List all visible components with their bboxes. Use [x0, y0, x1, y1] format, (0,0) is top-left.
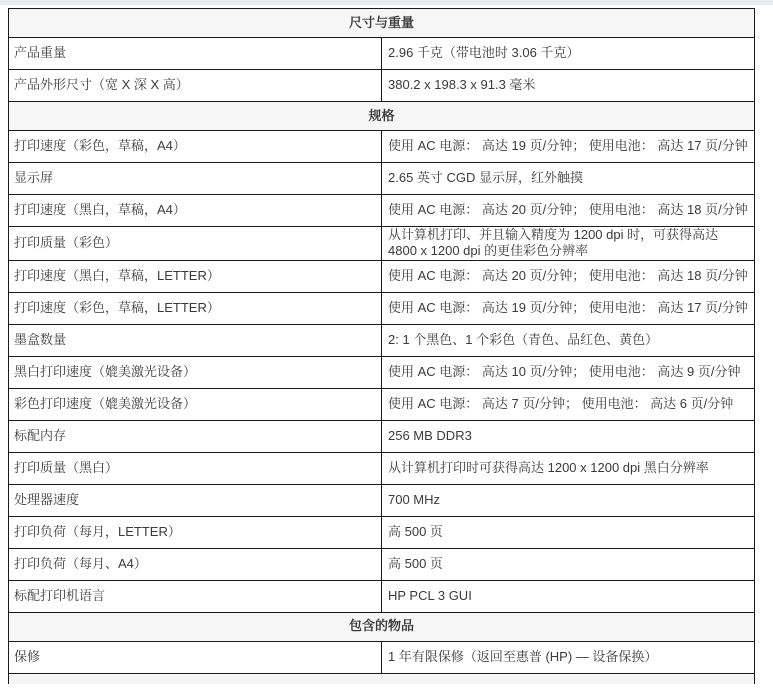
- spec-value: 使用 AC 电源： 高达 19 页/分钟； 使用电池： 高达 17 页/分钟: [382, 131, 755, 163]
- spec-value: 从计算机打印、并且输入精度为 1200 dpi 时，可获得高达 4800 x 1200 dpi 的更佳彩色分辨率: [382, 227, 755, 261]
- spec-value: 2: 1 个黑色、1 个彩色（青色、品红色、黄色）: [382, 324, 755, 356]
- spec-label: 打印速度（黑白，草稿，LETTER）: [9, 260, 382, 292]
- section-header-row: [9, 102, 755, 131]
- table-row: [9, 484, 755, 516]
- page-top-strip: [0, 0, 773, 5]
- spec-label: 打印速度（彩色，草稿，A4）: [9, 131, 382, 163]
- spec-value: 使用 AC 电源： 高达 19 页/分钟； 使用电池： 高达 17 页/分钟: [382, 292, 755, 324]
- spec-value: HP PCL 3 GUI: [382, 580, 755, 612]
- table-row: [9, 324, 755, 356]
- spec-label: 彩色打印速度（媲美激光设备）: [9, 388, 382, 420]
- table-row: [9, 356, 755, 388]
- table-row: [9, 452, 755, 484]
- table-row: [9, 292, 755, 324]
- spec-label: 产品重量: [9, 38, 382, 70]
- spec-value: 2.65 英寸 CGD 显示屏，红外触摸: [382, 163, 755, 195]
- spec-label: 保修: [9, 641, 382, 673]
- spec-value: 700 MHz: [382, 484, 755, 516]
- section-title-partial: [9, 673, 755, 684]
- spec-label: 标配打印机语言: [9, 580, 382, 612]
- spec-table-body: [9, 9, 755, 684]
- spec-value: 使用 AC 电源： 高达 7 页/分钟； 使用电池： 高达 6 页/分钟: [382, 388, 755, 420]
- table-row: [9, 131, 755, 163]
- spec-value: 使用 AC 电源： 高达 20 页/分钟； 使用电池： 高达 18 页/分钟: [382, 195, 755, 227]
- spec-value: 2.96 千克（带电池时 3.06 千克）: [382, 38, 755, 70]
- table-row: [9, 516, 755, 548]
- spec-value: 使用 AC 电源： 高达 20 页/分钟； 使用电池： 高达 18 页/分钟: [382, 260, 755, 292]
- section-header-row: [9, 612, 755, 641]
- spec-value: 从计算机打印时可获得高达 1200 x 1200 dpi 黑白分辨率: [382, 452, 755, 484]
- spec-label: 显示屏: [9, 163, 382, 195]
- section-title: 规格: [9, 102, 755, 131]
- spec-label: 打印质量（黑白）: [9, 452, 382, 484]
- section-title: 尺寸与重量: [9, 9, 755, 38]
- table-row: [9, 641, 755, 673]
- spec-value: 380.2 x 198.3 x 91.3 毫米: [382, 70, 755, 102]
- spec-value: 256 MB DDR3: [382, 420, 755, 452]
- spec-value: 1 年有限保修（返回至惠普 (HP) — 设备保换）: [382, 641, 755, 673]
- table-row: [9, 195, 755, 227]
- table-row: [9, 388, 755, 420]
- section-title: 包含的物品: [9, 612, 755, 641]
- spec-label: 黑白打印速度（媲美激光设备）: [9, 356, 382, 388]
- table-row: [9, 260, 755, 292]
- spec-label: 标配内存: [9, 420, 382, 452]
- section-header-row: [9, 9, 755, 38]
- spec-label: 打印负荷（每月，LETTER）: [9, 516, 382, 548]
- spec-value: 高 500 页: [382, 548, 755, 580]
- table-row: [9, 163, 755, 195]
- spec-label: 打印速度（黑白，草稿，A4）: [9, 195, 382, 227]
- spec-label: 打印负荷（每月、A4）: [9, 548, 382, 580]
- spec-label: 处理器速度: [9, 484, 382, 516]
- spec-label: 打印质量（彩色）: [9, 227, 382, 261]
- section-header-row: [9, 673, 755, 684]
- table-row: [9, 580, 755, 612]
- table-row: [9, 420, 755, 452]
- spec-value: 使用 AC 电源： 高达 10 页/分钟； 使用电池： 高达 9 页/分钟: [382, 356, 755, 388]
- table-row: [9, 548, 755, 580]
- spec-label: 墨盒数量: [9, 324, 382, 356]
- spec-label: 产品外形尺寸（宽 X 深 X 高）: [9, 70, 382, 102]
- table-row: [9, 227, 755, 261]
- product-spec-table: [8, 8, 755, 684]
- table-row: [9, 70, 755, 102]
- spec-value: 高 500 页: [382, 516, 755, 548]
- table-row: [9, 38, 755, 70]
- spec-label: 打印速度（彩色，草稿，LETTER）: [9, 292, 382, 324]
